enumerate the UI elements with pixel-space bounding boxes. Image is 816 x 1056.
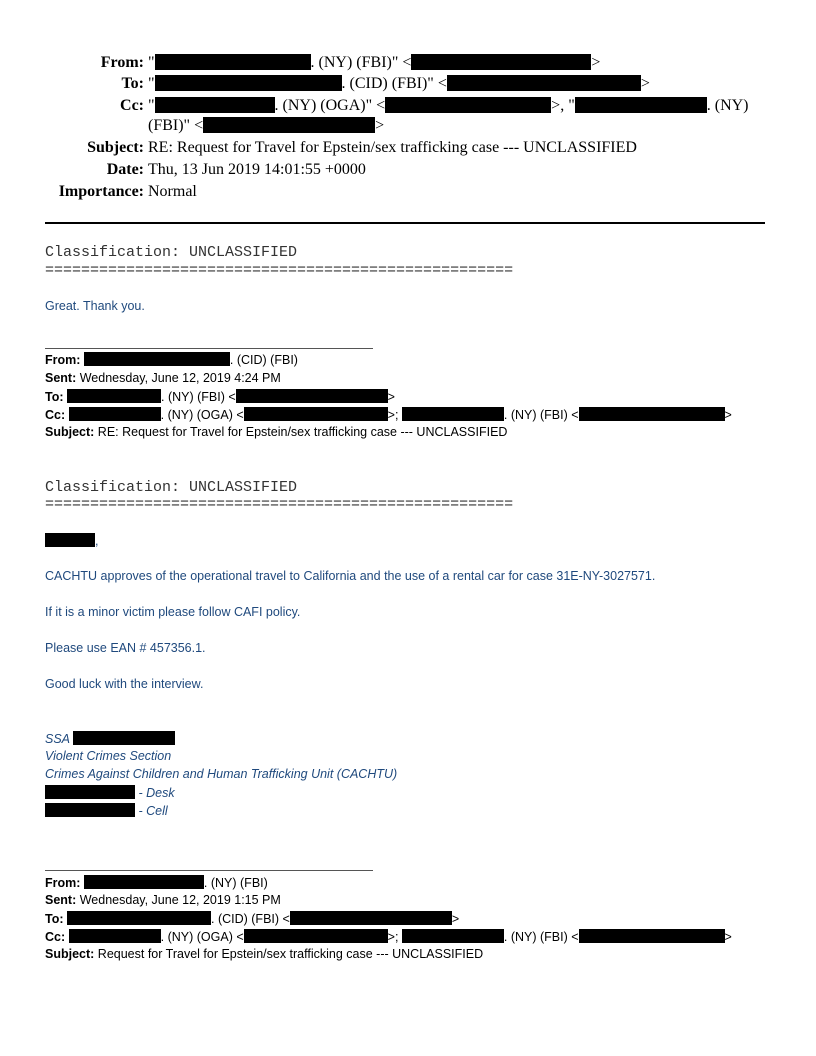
header-from-value: " . (NY) (FBI)" < >: [148, 54, 601, 71]
classification-banner: Classification: UNCLASSIFIED: [45, 244, 298, 261]
header-date-value: Thu, 13 Jun 2019 14:01:55 +0000: [148, 161, 366, 178]
header-subject-label: Subject:: [87, 139, 144, 156]
fwd1-cc: Cc: . (NY) (OGA) < >; . (NY) (FBI) < >: [45, 408, 732, 422]
reply-text: Great. Thank you.: [45, 299, 145, 313]
redaction-block: [69, 929, 161, 943]
redaction-block: [385, 97, 551, 113]
fwd2-sent: Sent: Wednesday, June 12, 2019 1:15 PM: [45, 893, 281, 907]
redaction-block: [411, 54, 591, 70]
fwd2-subject: Subject: Request for Travel for Epstein/sex trafficking case --- UNCLASSIFIED: [45, 947, 484, 961]
body-paragraph: Good luck with the interview.: [45, 677, 204, 691]
redaction-block: [45, 785, 135, 799]
redaction-block: [73, 731, 175, 745]
forward-separator: [45, 870, 373, 871]
fwd2-from: From: . (NY) (FBI): [45, 876, 268, 890]
header-date-label: Date:: [106, 161, 144, 178]
fwd1-sent: Sent: Wednesday, June 12, 2019 4:24 PM: [45, 371, 281, 385]
redaction-block: [45, 803, 135, 817]
signature-cell: - Cell: [45, 803, 168, 818]
redaction-block: [155, 75, 342, 91]
header-to-value: " . (CID) (FBI)" < >: [148, 75, 650, 92]
salutation: ,: [45, 533, 98, 548]
header-subject-value: RE: Request for Travel for Epstein/sex trafficking case --- UNCLASSIFIED: [148, 139, 637, 156]
header-cc-value: " . (NY) (OGA)" < >, " . (NY): [148, 97, 749, 114]
redaction-block: [45, 533, 95, 547]
signature-desk: - Desk: [45, 785, 175, 800]
redaction-block: [236, 389, 388, 403]
redaction-block: [69, 407, 161, 421]
header-to-label: To:: [121, 75, 144, 92]
header-importance-value: Normal: [148, 183, 197, 200]
signature-section: Violent Crimes Section: [45, 749, 172, 763]
header-importance-label: Importance:: [58, 183, 144, 200]
classification-rule: ====================================================: [45, 262, 514, 279]
redaction-block: [579, 929, 725, 943]
redaction-block: [290, 911, 452, 925]
header-divider: [45, 222, 765, 224]
header-cc-label: Cc:: [120, 97, 144, 114]
classification-banner: Classification: UNCLASSIFIED: [45, 479, 298, 496]
redaction-block: [67, 911, 211, 925]
redaction-block: [244, 929, 388, 943]
body-paragraph: If it is a minor victim please follow CAFI policy.: [45, 605, 301, 619]
header-from-label: From:: [100, 54, 144, 71]
body-paragraph: Please use EAN # 457356.1.: [45, 641, 206, 655]
fwd1-subject: Subject: RE: Request for Travel for Epstein/sex trafficking case --- UNCLASSIFIED: [45, 425, 508, 439]
redaction-block: [447, 75, 641, 91]
redaction-block: [575, 97, 707, 113]
body-paragraph: CACHTU approves of the operational travel to California and the use of a rental car for case 31E-NY-3027571.: [45, 569, 656, 583]
fwd2-cc: Cc: . (NY) (OGA) < >; . (NY) (FBI) < >: [45, 930, 732, 944]
redaction-block: [84, 875, 204, 889]
fwd1-to: To: . (NY) (FBI) < >: [45, 390, 395, 404]
redaction-block: [244, 407, 388, 421]
redaction-block: [155, 97, 275, 113]
signature-unit: Crimes Against Children and Human Trafficking Unit (CACHTU): [45, 767, 398, 781]
redaction-block: [402, 407, 504, 421]
fwd1-from: From: . (CID) (FBI): [45, 353, 298, 367]
fwd2-to: To: . (CID) (FBI) < >: [45, 912, 460, 926]
header-cc-value-line2: (FBI)" < >: [148, 117, 385, 134]
redaction-block: [203, 117, 375, 133]
redaction-block: [155, 54, 311, 70]
redaction-block: [579, 407, 725, 421]
classification-rule: ====================================================: [45, 496, 514, 513]
redaction-block: [402, 929, 504, 943]
redaction-block: [67, 389, 161, 403]
redaction-block: [84, 352, 230, 366]
signature-name: SSA: [45, 731, 175, 746]
forward-separator: [45, 348, 373, 349]
